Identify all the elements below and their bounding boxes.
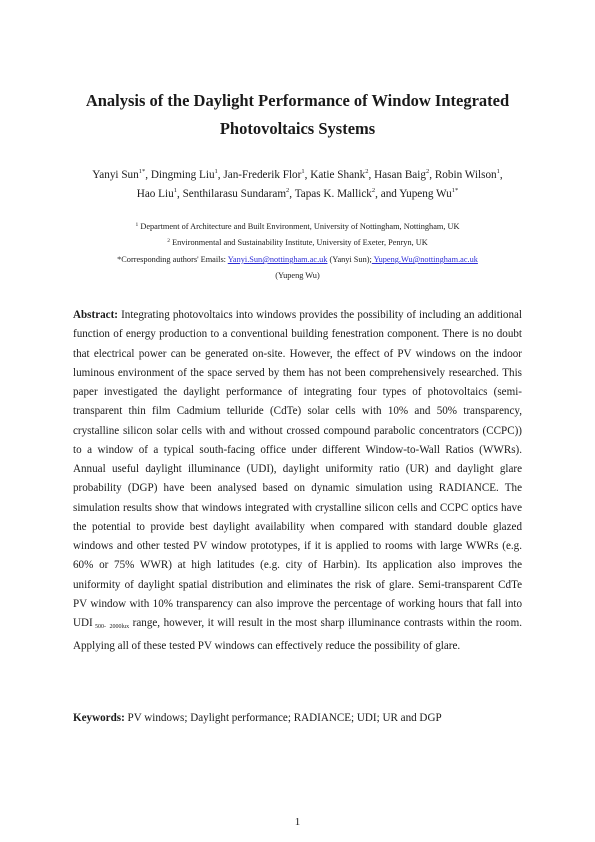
abstract-text-part-2: range, however, it will result in the most sharp illuminance contrasts within the room. Applying all of these tested PV windows can effectively reduce the possibility of glare. — [73, 617, 522, 653]
keywords-text: PV windows; Daylight performance; RADIANCE; UDI; UR and DGP — [124, 712, 442, 724]
author-name: Hao Liu — [136, 188, 174, 200]
abstract-label: Abstract: — [73, 309, 118, 321]
author — [92, 169, 145, 181]
author-name: Tapas K. Mallick — [294, 188, 372, 200]
affiliation-2 — [60, 237, 535, 249]
title-line-1: Analysis of the Daylight Performance of Window Integrated — [85, 91, 510, 110]
author — [399, 188, 458, 200]
affiliation-1-mark: 1 — [135, 222, 139, 228]
email-link-1[interactable]: Yanyi.Sun@nottingham.ac.uk — [227, 255, 328, 264]
author-affiliation-mark: 1 — [214, 168, 218, 175]
author-affiliation-mark: 2 — [371, 187, 376, 194]
email-note-1: (Yanyi Sun); — [327, 255, 372, 264]
udi-subscript-2: 2000lux — [109, 624, 130, 630]
abstract-text-part-1: Integrating photovoltaics into windows provides the possibility of including an additional function of energy production to a conventional building fenestration component. There is no doubt that electrical power can be generated on-site. However, the effect of PV windows on the indoor luminous environment of the space served by them has not been comprehensively researched. This paper investigated the daylight performance of integrating four types of photovoltaics (semi-transparent thin film Cadmium telluride (CdTe) solar cells with 10% and 50% transparency, crystalline silicon solar cells with and without crossed compound parabolic concentrators (CCPC)) to a window of a typical south-facing office under different Window-to-Wall Ratios (WWRs). Annual useful daylight illuminance (UDI), daylight uniformity ratio (UR) and daylight glare probability (DGP) have been analysed based on dynamic simulation using RADIANCE. The simulation results show that windows integrated with crystalline silicon cells and CCPC optics have the potential to provide best daylight availability when compared with standard double glazed windows and other tested PV window prototypes, if it is applied to rooms with large WWRs (e.g. 60% or 75% WWR) at high latitudes (e.g. city of Harbin). Its application also improves the uniformity of daylight spatial distribution and eliminates the risk of glare. Semi-transparent CdTe PV window with 10% transparency can also improve the percentage of working hours that fall into UDI — [73, 309, 522, 629]
email-link-2[interactable]: Yupeng.Wu@nottingham.ac.uk — [371, 255, 478, 264]
author — [295, 188, 375, 200]
paper-title — [60, 87, 535, 143]
author-name: Hasan Baig — [374, 169, 426, 181]
author-name: Senthilarasu Sundaram — [182, 188, 287, 200]
author-affiliation-mark: 1 — [301, 168, 305, 175]
affiliation-1-text: Department of Architecture and Built Environment, University of Nottingham, Nottingham, UK — [140, 222, 460, 231]
abstract-paragraph — [73, 306, 522, 657]
udi-subscript-1: 500- — [92, 624, 106, 630]
author-name: Dingming Liu — [150, 169, 215, 181]
author-affiliation-mark: 2 — [286, 187, 290, 194]
author-name: Yupeng Wu — [399, 188, 452, 200]
author — [310, 169, 368, 181]
page-number: 1 — [294, 816, 301, 828]
title-line-2: Photovoltaics Systems — [219, 119, 376, 138]
author-list: Yanyi Sun$^{1*}$, Dingming Liu$^1$, Jan-Frederik Flor$^1$, Katie Shank$^2$, Hasan Baig$^2$, Robin Wilson$^1$, Hao Liu$^1$, Senthilarasu Sundaram$^2$, Tapas K. Mallick$^2$, and Yupeng $Wu^{1*}$ — [92, 168, 503, 200]
author-name: Robin Wilson — [434, 169, 497, 181]
author-name: Jan-Frederik Flor — [223, 169, 302, 181]
author — [137, 188, 177, 200]
author-affiliation-mark: 1 — [496, 168, 500, 175]
author-name: Katie Shank — [310, 169, 366, 181]
email-note-2: (Yupeng Wu) — [275, 271, 320, 280]
author-affiliation-mark: 1 — [173, 187, 177, 194]
author-affiliation-mark: 2 — [365, 168, 369, 175]
corresponding-note-line — [60, 270, 535, 282]
author — [374, 169, 429, 181]
author-affiliation-mark: 2 — [425, 168, 430, 175]
affiliation-2-mark: 2 — [167, 238, 170, 244]
author-affiliation-mark: 1* — [138, 168, 146, 175]
author — [183, 188, 290, 200]
corresponding-authors — [60, 254, 535, 266]
author — [435, 169, 500, 181]
author — [223, 169, 304, 181]
keywords-label: Keywords: — [73, 712, 125, 724]
author — [151, 169, 218, 181]
author-affiliation-mark: 1* — [451, 187, 459, 194]
affiliation-1 — [60, 221, 535, 233]
affiliation-2-text: Environmental and Sustainability Institute, University of Exeter, Penryn, UK — [172, 238, 428, 247]
keywords-line — [73, 709, 522, 728]
corresponding-prefix: *Corresponding authors' Emails: — [117, 255, 228, 264]
author-name: Yanyi Sun — [92, 169, 139, 181]
